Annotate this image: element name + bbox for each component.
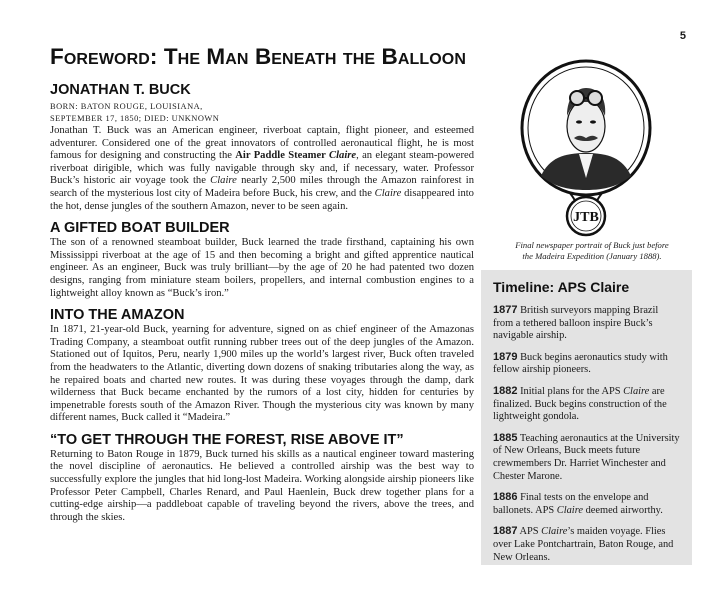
bio-paragraph — [50, 125, 474, 213]
ship-prefix: Air Paddle Steamer — [235, 150, 330, 162]
page-title: Foreword: The Man Beneath the Balloon — [50, 44, 466, 69]
bio-heading: JONATHAN T. BUCK — [50, 82, 191, 98]
monogram: JTB — [573, 210, 599, 225]
section-boat-builder — [50, 220, 474, 300]
bio-text-3: nearly 2,500 miles through the Amazon rainforest in search of the mysterious lost city of Madeira before Buck, his crew, and the — [50, 175, 474, 199]
caption-line-2: the Madeira Expedition (January 1888). — [522, 251, 662, 261]
section-text: The son of a renowned steamboat builder, Buck learned the trade firsthand, captaining his own Mississippi riverboat at the age of 15 and then becoming a bright and gifted apprentice nautical engineer. As an engineer, Buck was truly brilliant—by the age of 20 he had patented two dozen designs, ranging from miniature steam boilers, propellers, and internal combustion engines to a lightweight alloy known as “Buck’s iron.” — [50, 237, 474, 299]
timeline-entry-1877: 1877 British surveyors mapping Brazil from a tethered balloon inspire Buck’s navigable airship. — [493, 304, 659, 342]
ship-name — [235, 150, 356, 161]
timeline-entry-1886: 1886 Final tests on the envelope and ballonets. APS Claire deemed airworthy. — [493, 491, 663, 516]
section-text: In 1871, 21-year-old Buck, yearning for adventure, signed on as chief engineer of the Amazonas Trading Company, a steamboat outfit running rubber trees out of the deep jungles of the Amazon. Stationed out of Iquitos, Peru, nearly 1,900 miles up the world’s largest river, Buck often traveled from the headwaters to the Atlantic, diverting down dozens of snaking tributaries along the way, as he repaired boats and charted new routes. It was during these voyages through the damp, dark wilderness that Buck became enchanted by the rumors of a lost city, hidden for centuries by impenetrable forests south of the Amazon River. Though the mysterious city was known by many different names, Buck called it “Madeira.” — [50, 324, 474, 424]
bio-text-2: , an elegant steam-powered riverboat dirigible, which was fully navigable through sky and, if necessary, water. Professor Buck’s historic air voyage took the — [50, 150, 475, 187]
timeline-box — [481, 270, 692, 565]
bio-born: BORN: BATON ROUGE, LOUISIANA, — [50, 102, 203, 111]
main-column — [50, 44, 474, 531]
bio-dates: SEPTEMBER 17, 1850; DIED: UNKNOWN — [50, 113, 220, 123]
section-heading: INTO THE AMAZON — [50, 307, 185, 324]
timeline-entry-1885: 1885 Teaching aeronautics at the University of New Orleans, Buck meets future crewmembers Dr. Harriet Winchester and Chester Marone. — [493, 431, 680, 482]
timeline-entry-1882: 1882 Initial plans for the APS Claire are finalized. Buck begins construction of the lightweight gondola. — [493, 384, 667, 423]
ship-claire: Claire — [329, 150, 357, 162]
caption-line-1: Final newspaper portrait of Buck just before — [515, 240, 669, 250]
page-number: 5 — [679, 30, 686, 42]
timeline-entry-1887: 1887 APS Claire’s maiden voyage. Flies over Lake Pontchartrain, Baton Rouge, and New Orleans. — [493, 525, 674, 563]
section-amazon — [50, 307, 474, 425]
portrait-caption — [494, 240, 690, 262]
section-heading: “TO GET THROUGH THE FOREST, RISE ABOVE IT” — [50, 431, 404, 448]
bio-meta — [50, 101, 474, 124]
section-heading: A GIFTED BOAT BUILDER — [50, 220, 230, 237]
portrait-illustration — [519, 58, 653, 238]
timeline-entry-1879: 1879 Buck begins aeronautics study with fellow airship pioneers. — [493, 350, 668, 376]
bio-text-1: Jonathan T. Buck was an American engineer, riverboat captain, flight pioneer, and esteemed adventurer. Considered one of the great innovators of controlled aeronautical flight, he is most famous for designing and constructing the — [50, 125, 474, 162]
claire-ref-2: Claire — [374, 187, 402, 199]
section-rise-above — [50, 432, 474, 525]
section-text: Returning to Baton Rouge in 1879, Buck turned his skills as a nautical engineer toward mastering the novel discipline of aeronautics. He believed a controlled airship was the best way to successfully explore the jungles that hid long-lost Madeira. Working alongside airship pioneers like Professor Peter Campbell, Charles Renard, and Paul Haenlein, Buck drew together plans for a cutting-edge airship—a paddleboat capable of traveling beyond the rivers, above the trees, and through the skies. — [50, 448, 474, 523]
bio-text-4: disappeared into the hot, dense jungles of the southern Amazon, never to be seen again. — [50, 187, 474, 212]
timeline-title: Timeline: APS Claire — [493, 279, 630, 295]
claire-ref-1: Claire — [210, 175, 237, 187]
